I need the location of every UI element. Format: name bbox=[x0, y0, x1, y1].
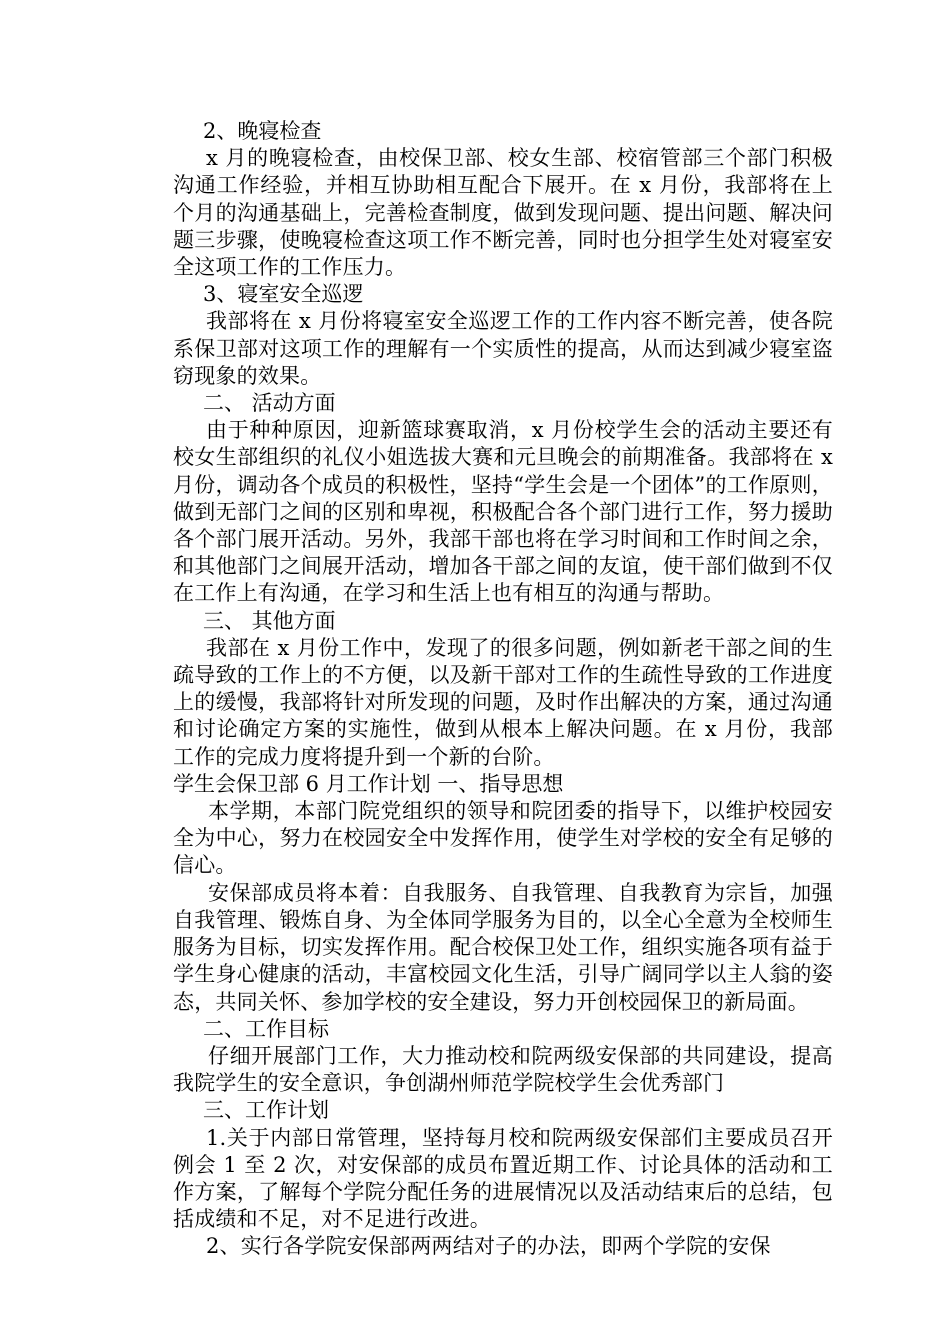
paragraph-dorm-patrol: 我部将在 x 月份将寝室安全巡逻工作的工作内容不断完善，使各院系保卫部对这项工作的理解有一个实质性的提高，从而达到减少寝室盗窃现象的效果。 bbox=[173, 309, 833, 388]
paragraph-other: 我部在 x 月份工作中，发现了的很多问题，例如新老干部之间的生疏导致的工作上的不方便，以及新干部对工作的生疏性导致的工作进度上的缓慢，我部将针对所发现的问题，及时作出解决的方案，通过沟通和讨论确定方案的实施性，做到从根本上解决问题。在 x 月份，我部工作的完成力度将提升到一个新的台阶。 bbox=[173, 635, 833, 769]
paragraph-activities: 由于种种原因，迎新篮球赛取消，x 月份校学生会的活动主要还有校女生部组织的礼仪小姐选拔大赛和元旦晚会的前期准备。我部将在 x 月份，调动各个成员的积极性，坚持“学生会是一个团体”的工作原则，做到无部门之间的区别和卑视，积极配合各个部门进行工作，努力援助各个部门展开活动。另外，我部干部也将在学习时间和工作时间之余，和其他部门之间展开活动，增加各干部之间的友谊，使干部们做到不仅在工作上有沟通，在学习和生活上也有相互的沟通与帮助。 bbox=[173, 418, 833, 606]
paragraph-work-goals: 仔细开展部门工作，大力推动校和院两级安保部的共同建设，提高我院学生的安全意识，争创湖州师范学院校学生会优秀部门 bbox=[173, 1043, 833, 1096]
section-heading-late-check: 2、晚寝检查 bbox=[203, 119, 322, 143]
paragraph-security-members: 安保部成员将本着：自我服务、自我管理、自我教育为宗旨，加强自我管理、锻炼自身、为全体同学服务为目的，以全心全意为全校师生服务为目标，切实发挥作用。配合校保卫处工作，组织实施各项有益于学生身心健康的活动，丰富校园文化生活，引导广阔同学以主人翁的姿态，共同关怀、参加学校的安全建设，努力开创校园保卫的新局面。 bbox=[173, 880, 833, 1014]
paragraph-plan-item-2: 2、实行各学院安保部两两结对子的办法，即两个学院的安保 bbox=[206, 1234, 771, 1259]
section-heading-work-plan: 三、工作计划 bbox=[203, 1098, 329, 1123]
section-heading-work-goals: 二、工作目标 bbox=[203, 1016, 329, 1041]
paragraph-plan-item-1: 1.关于内部日常管理，坚持每月校和院两级安保部们主要成员召开例会 1 至 2 次，对安保部的成员布置近期工作、讨论具体的活动和工作方案，了解每个学院分配任务的进展情况以及活动结束后的总结，包括成绩和不足，对不足进行改进。 bbox=[173, 1125, 833, 1232]
section-heading-activities: 二、 活动方面 bbox=[203, 391, 336, 416]
section-heading-dorm-patrol: 3、寝室安全巡逻 bbox=[203, 282, 364, 307]
paragraph-guiding-idea: 本学期，本部门院党组织的领导和院团委的指导下，以维护校园安全为中心，努力在校园安全中发挥作用，使学生对学校的安全有足够的信心。 bbox=[173, 799, 833, 878]
paragraph-late-check: x 月的晚寝检查，由校保卫部、校女生部、校宿管部三个部门积极沟通工作经验，并相互协助相互配合下展开。在 x 月份，我部将在上个月的沟通基础上，完善检查制度，做到发现问题、提出问题、解决问题三步骤，使晚寝检查这项工作不断完善，同时也分担学生处对寝室安全这项工作的工作压力。 bbox=[173, 146, 833, 280]
plan-title-heading: 学生会保卫部 6 月工作计划 一、指导思想 bbox=[173, 771, 564, 796]
document-body bbox=[173, 118, 833, 1261]
section-heading-other: 三、 其他方面 bbox=[203, 608, 336, 633]
